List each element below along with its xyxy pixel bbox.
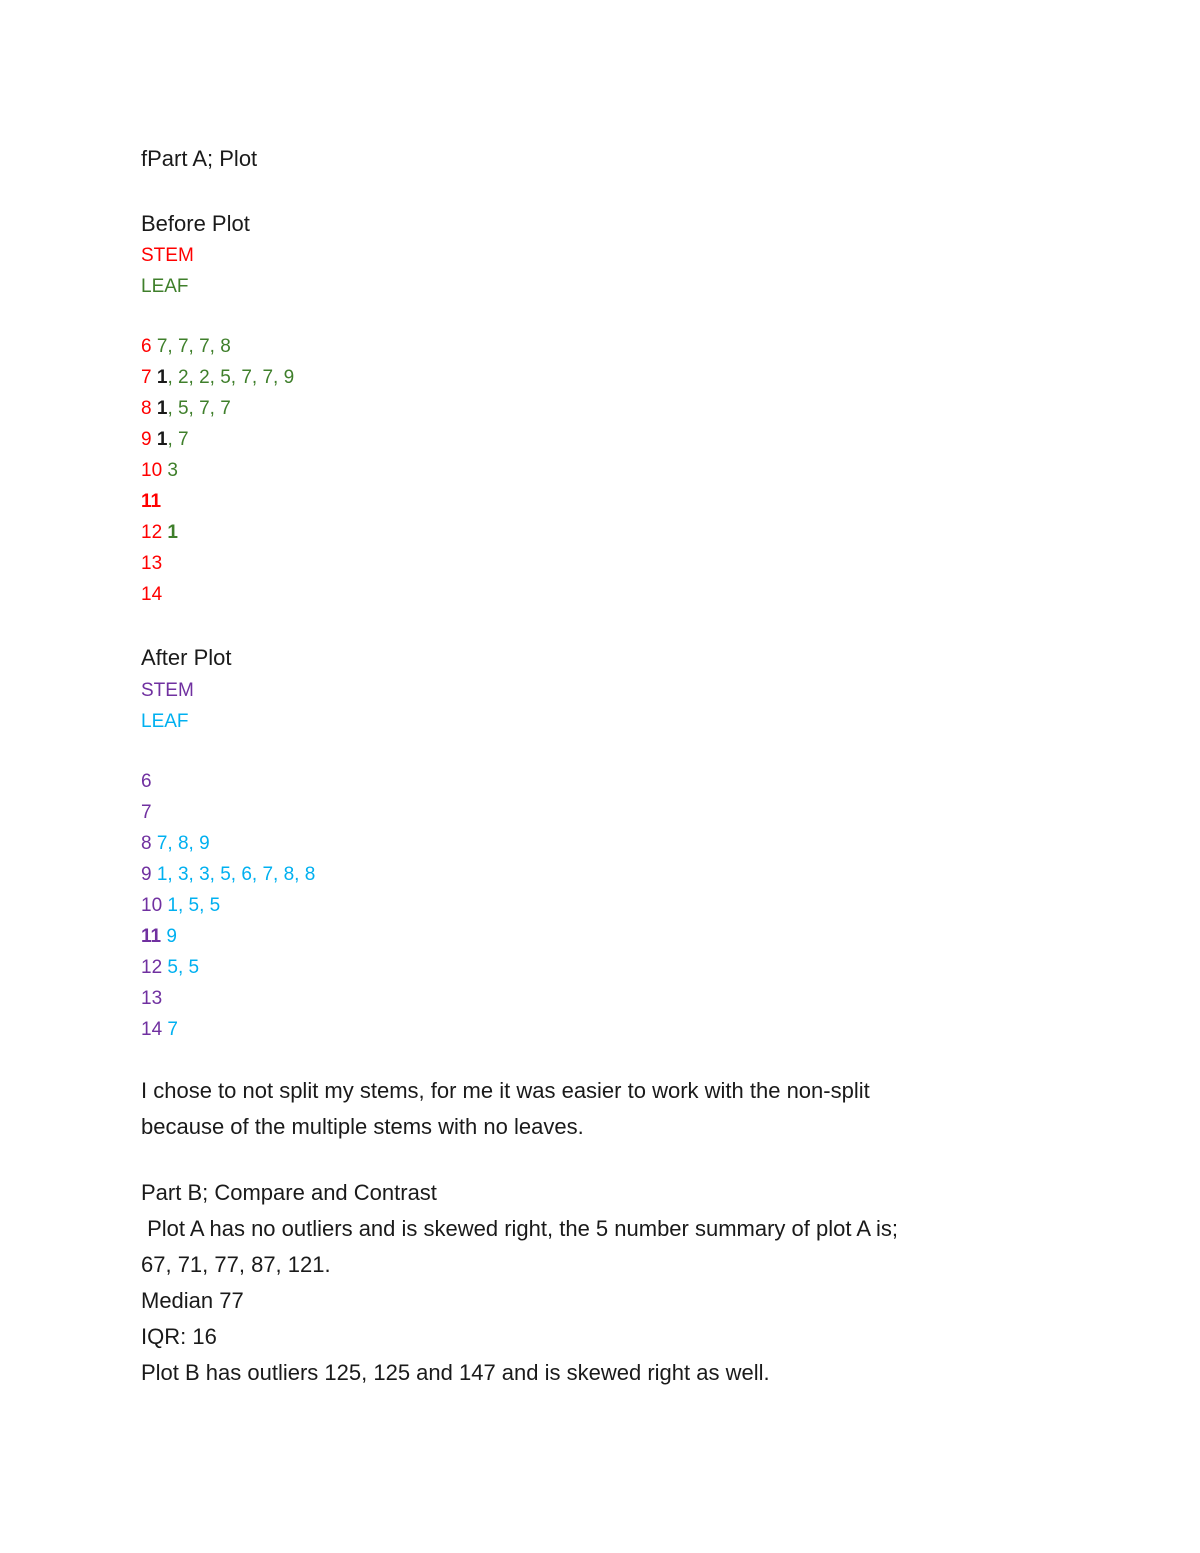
- stem-value: 6: [141, 336, 152, 357]
- part-b-line: Median 77: [141, 1288, 244, 1313]
- before-leaf-label: LEAF: [141, 276, 189, 297]
- leaf-values: 9: [166, 926, 177, 947]
- after-row-14: [141, 1014, 315, 1045]
- leaf-values: 3: [167, 460, 178, 481]
- explanation-paragraph: [141, 1073, 870, 1145]
- leaf-first-value: 1: [156, 398, 168, 419]
- page-title: fPart A; Plot: [141, 146, 258, 171]
- before-row-11: [141, 486, 294, 517]
- after-stem-label: STEM: [141, 680, 194, 701]
- part-b-section: [141, 1175, 898, 1391]
- stem-value: 9: [141, 864, 152, 885]
- leaf-values: 7, 8, 9: [156, 833, 210, 854]
- explanation-line: I chose to not split my stems, for me it was easier to work with the non-split: [141, 1078, 870, 1103]
- before-row-12: [141, 517, 294, 548]
- before-stem-label: STEM: [141, 245, 194, 266]
- before-row-7: [141, 362, 294, 393]
- leaf-values: 5, 5: [167, 957, 200, 978]
- stem-value: 7: [141, 802, 152, 823]
- before-row-9: [141, 424, 294, 455]
- after-row-13: [141, 983, 315, 1014]
- leaf-values: , 5, 7, 7: [167, 398, 231, 419]
- after-plot-heading: After Plot: [141, 645, 232, 670]
- after-row-12: [141, 952, 315, 983]
- leaf-first-value: 1: [156, 429, 168, 450]
- after-row-11: [141, 921, 315, 952]
- after-stem-leaf-plot: [141, 766, 315, 1045]
- stem-value: 11: [141, 491, 162, 512]
- leaf-values: 7: [167, 1019, 178, 1040]
- stem-value: 6: [141, 771, 152, 792]
- before-row-8: [141, 393, 294, 424]
- stem-value: 8: [141, 833, 152, 854]
- before-row-13: [141, 548, 294, 579]
- after-row-6: [141, 766, 315, 797]
- stem-value: 12: [141, 522, 163, 543]
- stem-value: 7: [141, 367, 152, 388]
- part-b-line: 67, 71, 77, 87, 121.: [141, 1252, 331, 1277]
- part-b-line: IQR: 16: [141, 1324, 217, 1349]
- part-b-heading: Part B; Compare and Contrast: [141, 1180, 437, 1205]
- stem-value: 13: [141, 988, 163, 1009]
- leaf-first-value: 1: [156, 367, 168, 388]
- stem-value: 14: [141, 1019, 163, 1040]
- before-stem-leaf-plot: [141, 331, 294, 610]
- before-row-10: [141, 455, 294, 486]
- stem-value: 14: [141, 584, 163, 605]
- before-plot-heading: Before Plot: [141, 211, 250, 236]
- stem-value: 10: [141, 460, 163, 481]
- stem-value: 12: [141, 957, 163, 978]
- after-row-10: [141, 890, 315, 921]
- leaf-values: 1, 3, 3, 5, 6, 7, 8, 8: [156, 864, 316, 885]
- leaf-values: , 7: [167, 429, 189, 450]
- stem-value: 8: [141, 398, 152, 419]
- after-row-8: [141, 828, 315, 859]
- stem-value: 11: [141, 926, 162, 947]
- explanation-line: because of the multiple stems with no leaves.: [141, 1114, 584, 1139]
- part-b-line: Plot A has no outliers and is skewed right, the 5 number summary of plot A is;: [141, 1216, 898, 1241]
- after-row-9: [141, 859, 315, 890]
- before-row-6: [141, 331, 294, 362]
- stem-value: 10: [141, 895, 163, 916]
- after-leaf-label: LEAF: [141, 711, 189, 732]
- before-row-14: [141, 579, 294, 610]
- leaf-values: 7, 7, 7, 8: [156, 336, 231, 357]
- after-row-7: [141, 797, 315, 828]
- part-b-line: Plot B has outliers 125, 125 and 147 and is skewed right as well.: [141, 1360, 770, 1385]
- stem-value: 13: [141, 553, 163, 574]
- leaf-values: 1: [167, 522, 178, 543]
- stem-value: 9: [141, 429, 152, 450]
- leaf-values: , 2, 2, 5, 7, 7, 9: [167, 367, 295, 388]
- leaf-values: 1, 5, 5: [167, 895, 221, 916]
